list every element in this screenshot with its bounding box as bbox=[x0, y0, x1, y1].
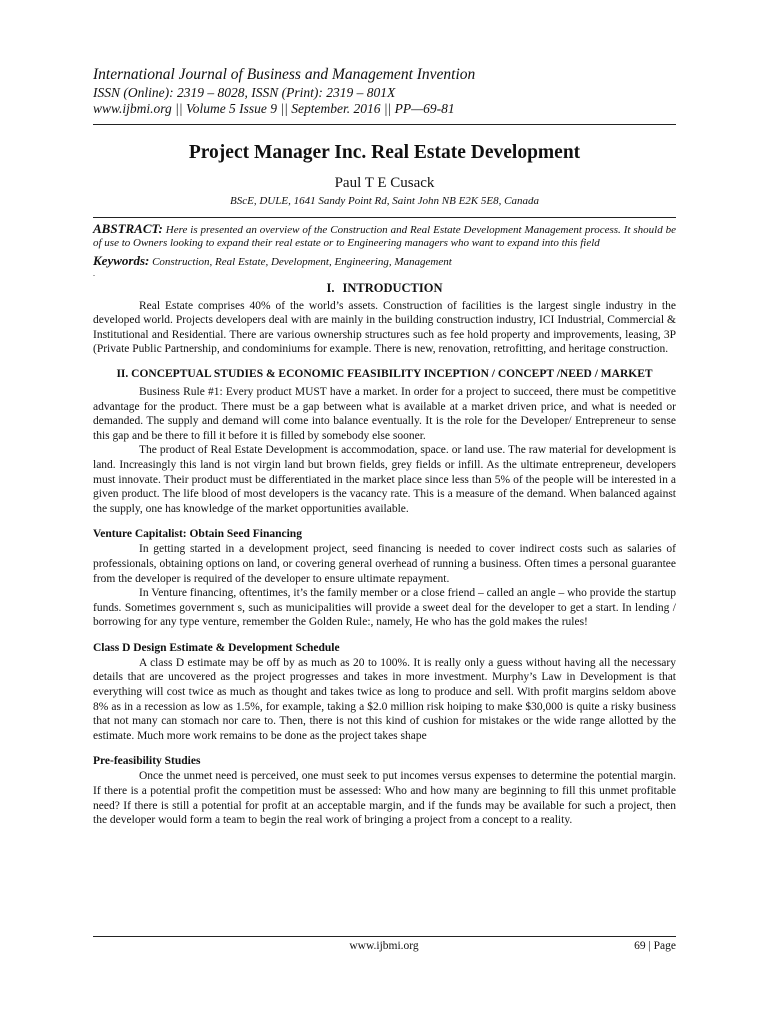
section-introduction-heading bbox=[93, 281, 676, 296]
subsection-venture-heading: Venture Capitalist: Obtain Seed Financing bbox=[93, 528, 302, 541]
paper-author: Paul T E Cusack bbox=[334, 174, 435, 191]
subsection-class-d-heading: Class D Design Estimate & Development Schedule bbox=[93, 641, 340, 654]
footer-url: www.ijbmi.org bbox=[349, 940, 419, 952]
journal-header bbox=[93, 66, 676, 118]
paper-title: Project Manager Inc. Real Estate Development bbox=[188, 141, 581, 163]
footer-divider bbox=[93, 936, 676, 937]
subsection-prefeasibility-heading: Pre-feasibility Studies bbox=[93, 755, 201, 768]
journal-issue: www.ijbmi.org || Volume 5 Issue 9 || September. 2016 || PP—69-81 bbox=[93, 101, 455, 117]
section-number: I. bbox=[326, 280, 335, 295]
keywords-text: Construction, Real Estate, Development, Engineering, Management bbox=[152, 255, 452, 268]
paragraph: In getting started in a development project, seed financing is needed to cover indirect costs such as salaries of professionals, obtaining options on land, or covering general overhead of running a business. Often times a personal guarantee from the developer is required of the developer to ensure ultimate repayment. bbox=[93, 543, 676, 585]
paragraph: In Venture financing, oftentimes, it’s the family member or a close friend – called an angle – who provide the startup funds. Sometimes government s, such as municipalities will provide a sweet deal for the developer to get a start. In lending / borrowing for any type venture, remember the Golden Rule:, namely, He who has the gold makes the rules! bbox=[93, 587, 676, 629]
paragraph: Once the unmet need is perceived, one must seek to put incomes versus expenses to determine the potential margin. If there is a potential profit the competition must be assessed: Who and how many are beginning to fill this unmet profitable need? If there is still a potential for profit at an acceptable margin, and if the funds may be available for such a project, then the developer would form a team to begin the real work of bringing a project from a concept to a reality. bbox=[93, 770, 676, 827]
section-conceptual-heading: II. CONCEPTUAL STUDIES & ECONOMIC FEASIBILITY INCEPTION / CONCEPT /NEED / MARKET bbox=[116, 368, 653, 381]
paragraph: The product of Real Estate Development is accommodation, space. or land use. The raw material for development is land. Increasingly this land is not virgin land but brown fields, grey fields or infill. As the ultimate entrepreneur, developers must innovate. Their product must be differentiated in the market place since less than 5% of the people will be interested in a given product. The life blood of most developers is the vacancy rate. This is a measure of the demand. When balanced against the supply, one has knowledge of the market opportunities available. bbox=[93, 444, 676, 515]
journal-name: International Journal of Business and Management Invention bbox=[93, 66, 476, 83]
abstract bbox=[93, 221, 676, 251]
abstract-divider bbox=[93, 217, 676, 218]
abstract-label: ABSTRACT: bbox=[93, 220, 163, 236]
paragraph: Real Estate comprises 40% of the world’s assets. Construction of facilities is the largest single industry in the developed world. Projects developers deal with are mainly in the building construction industry, ICI Industrial, Commercial & Institutional and Residential. There are various ownership structures such as fee hold property and improvements, leasing, 3P (Private Public Partnership, and condominiums for example. There is new, renovation, retrofitting, and heritage construction. bbox=[93, 299, 676, 356]
paragraph: Business Rule #1: Every product MUST have a market. In order for a project to succeed, there must be competitive advantage for the product. There must be a gap between what is available at a market driven price, and what is needed or demanded. The supply and demand will come into balance eventually. It is the role for the Developer/ Entrepreneur to sense this gap and be there to fill it before it is filled by somebody else sooner. bbox=[93, 385, 676, 442]
journal-issn: ISSN (Online): 2319 – 8028, ISSN (Print): 2319 – 801X bbox=[93, 84, 396, 100]
keywords-label: Keywords: bbox=[93, 252, 150, 268]
paper-page bbox=[93, 66, 676, 828]
header-divider bbox=[93, 124, 676, 125]
keywords bbox=[93, 253, 676, 269]
paragraph: A class D estimate may be off by as much as 20 to 100%. It is really only a guess without having all the necessary details that are uncovered as the project progresses and takes in more investment. Murphy’s Law in Development is that everything will cost twice as much as thought and takes twice as long to produce and sell. With profit margins seldom above 8% as in a recession as low as 1.5%, for example, taking a $2.0 million risk hoiping to make $30,000 is quite a risky business that not many can stomach nor care to. Then, there is not this kind of cushion for mistakes or the wide range allotted by the estimate. Much more work remains to be done as the project takes shape bbox=[93, 656, 676, 742]
page-number: 69 | Page bbox=[634, 940, 676, 952]
stray-dot: . bbox=[93, 268, 95, 278]
section-title: INTRODUCTION bbox=[342, 280, 443, 295]
abstract-text: Here is presented an overview of the Construction and Real Estate Development Management process. It should be of use to Owners looking to expand their real estate or to Engineering managers who want to expand into this field bbox=[93, 223, 677, 250]
author-affiliation: BScE, DULE, 1641 Sandy Point Rd, Saint John NB E2K 5E8, Canada bbox=[230, 194, 539, 207]
